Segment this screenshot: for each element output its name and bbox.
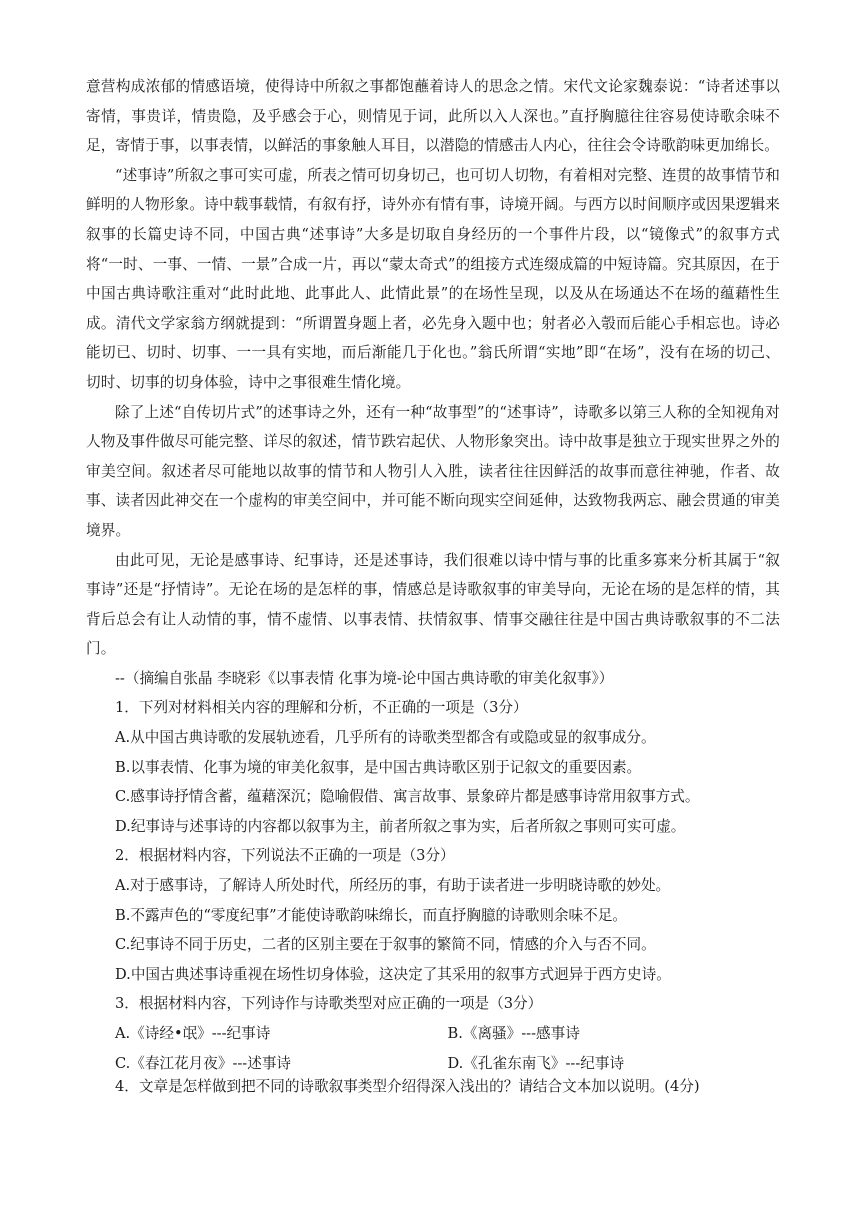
option-b: B.不露声色的“零度纪事”才能使诗歌韵味绵长，而直抒胸臆的诗歌则余味不足。 <box>115 906 627 924</box>
question-stem: 2．根据材料内容，下列说法不正确的一项是（3分） <box>115 847 455 865</box>
option-d: D.《孔雀东南飞》---纪事诗 <box>447 1054 625 1072</box>
option-a: A.从中国古典诗歌的发展轨迹看，几乎所有的诗歌类型都含有或隐或显的叙事成分。 <box>115 729 656 747</box>
option-d: D.纪事诗与述事诗的内容都以叙事为主，前者所叙之事为实，后者所叙之事则可实可虚。 <box>115 817 686 835</box>
question-1 <box>86 693 780 841</box>
question-2 <box>86 841 780 989</box>
paragraph-1: 意营构成浓郁的情感语境，使得诗中所叙之事都饱蘸着诗人的思念之情。宋代文论家魏泰说：“诗者述事以寄情，事贵详，情贵隐，及乎感会于心，则情见于词，此所以入人深也。”直抒胸臆往往容易使诗歌余味不足，寄情于事，以事表情，以鲜活的事象触人耳目，以潜隐的情感击人内心，往往会令诗歌韵味更加绵长。 <box>86 78 780 155</box>
option-b: B.《离骚》---感事诗 <box>447 1025 580 1042</box>
question-4 <box>86 1072 780 1102</box>
source-citation: --（摘编自张晶 李晓彩《以事表情 化事为境-论中国古典诗歌的审美化叙事》） <box>115 669 614 687</box>
option-a: A.对于感事诗，了解诗人所处时代，所经历的事，有助于读者进一步明晓诗歌的妙处。 <box>115 877 671 895</box>
option-row <box>86 1019 780 1049</box>
option-b: B.以事表情、化事为境的审美化叙事，是中国古典诗歌区别于记叙文的重要因素。 <box>115 758 642 776</box>
document-page <box>86 72 780 1102</box>
paragraph-2: “述事诗”所叙之事可实可虚，所表之情可切身切己，也可切人切物，有着相对完整、连贯的故事情节和鲜明的人物形象。诗中载事载情，有叙有抒，诗外亦有情有事，诗境开阔。与西方以时间顺序或因果逻辑来叙事的长篇史诗不同，中国古典“述事诗”大多是切取自身经历的一个事件片段，以“镜像式”的叙事方式将“一时、一事、一情、一景”合成一片，再以“蒙太奇式”的组接方式连缀成篇的中短诗篇。究其原因，在于中国古典诗歌注重对“此时此地、此事此人、此情此景”的在场性呈现，以及从在场通达不在场的蕴藉性生成。清代文学家翁方纲就提到：“所谓置身题上者，必先身入题中也；射者必入彀而后能心手相忘也。诗必能切已、切时、切事、一一具有实地，而后渐能几于化也。”翁氏所谓“实地”即“在场”，没有在场的切己、切时、切事的切身体验，诗中之事很难生情化境。 <box>86 166 780 391</box>
paragraph-4: 由此可见，无论是感事诗、纪事诗，还是述事诗，我们很难以诗中情与事的比重多寡来分析其属于“叙事诗”还是“抒情诗”。无论在场的是怎样的事，情感总是诗歌叙事的审美导向，无论在场的是怎样的情，其背后总会有让人动情的事，情不虚情、以事表情、扶情叙事、情事交融往往是中国古典诗歌叙事的不二法门。 <box>86 551 780 658</box>
option-a: A.《诗经•氓》---纪事诗 <box>115 1025 271 1042</box>
option-d: D.中国古典述事诗重视在场性切身体验，这决定了其采用的叙事方式迥异于西方史诗。 <box>115 965 671 983</box>
question-3 <box>86 989 780 1078</box>
question-stem: 4．文章是怎样做到把不同的诗歌叙事类型介绍得深入浅出的？请结合文本加以说明。(4分) <box>115 1078 700 1096</box>
option-c: C.《春江花月夜》---述事诗 <box>115 1054 292 1072</box>
question-stem: 1．下列对材料相关内容的理解和分析，不正确的一项是（3分） <box>115 699 528 717</box>
question-stem: 3．根据材料内容，下列诗作与诗歌类型对应正确的一项是（3分） <box>115 995 543 1013</box>
paragraph-3: 除了上述“自传切片式”的述事诗之外，还有一种“故事型”的“述事诗”，诗歌多以第三人称的全知视角对人物及事件做尽可能完整、详尽的叙述，情节跌宕起伏、人物形象突出。诗中故事是独立于现实世界之外的审美空间。叙述者尽可能地以故事的情节和人物引人入胜，读者往往因鲜活的故事而意往神驰，作者、故事、读者因此神交在一个虚构的审美空间中，并可能不断向现实空间延伸，达致物我两忘、融会贯通的审美境界。 <box>86 403 780 539</box>
option-c: C.感事诗抒情含蓄，蕴藉深沉；隐喻假借、寓言故事、景象碎片都是感事诗常用叙事方式。 <box>115 788 700 806</box>
option-c: C.纪事诗不同于历史，二者的区别主要在于叙事的繁简不同，情感的介入与否不同。 <box>115 936 656 954</box>
